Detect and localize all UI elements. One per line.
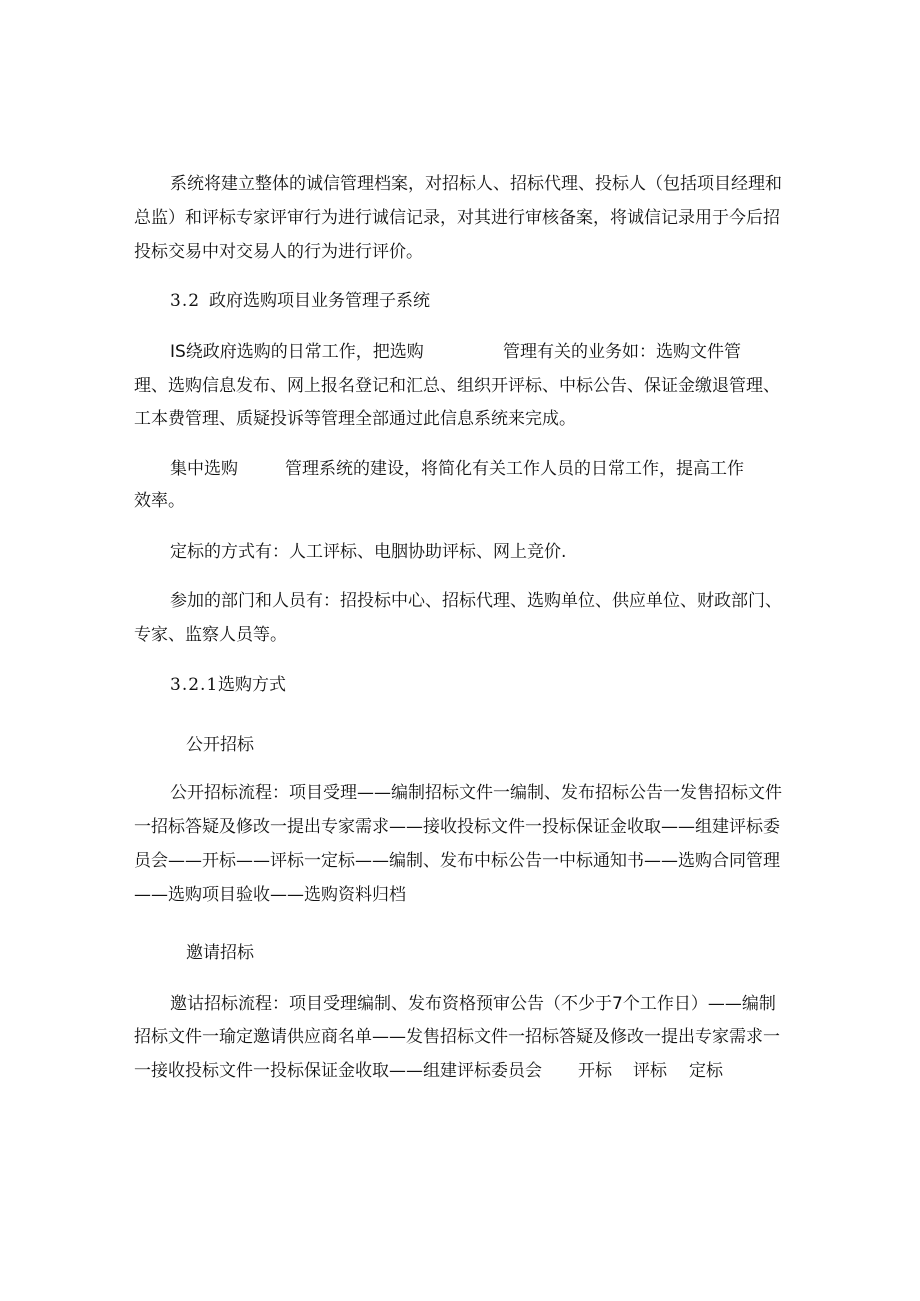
open-flow-line-3: 员会——开标——评标一定标——编制、发布中标公告一中标通知书——选购合同管理 [134, 851, 780, 871]
central-line-1a: 集中选购 [170, 459, 238, 479]
credit-line-1: 系统将建立整体的诚信管理档案，对招标人、招标代理、投标人（包括项目经理和 [170, 174, 782, 194]
invite-tail-open: 开标 [578, 1061, 612, 1081]
open-tender-heading: 公开招标 [186, 735, 254, 755]
participants-line-1: 参加的部门和人员有：招投标中心、招标代理、选购单位、供应单位、财政部门、 [170, 591, 782, 611]
invite-tender-heading: 邀请招标 [186, 943, 254, 963]
invite-tail-evaluate: 评标 [633, 1061, 667, 1081]
participants-line-2: 专家、监察人员等。 [134, 625, 287, 645]
intro-line-1b: 管理有关的业务如：选购文件管 [503, 342, 741, 362]
central-line-2: 效率。 [134, 491, 185, 511]
credit-line-3: 投标交易中对交易人的行为进行评价。 [134, 242, 423, 262]
credit-line-2: 总监）和评标专家评审行为进行诚信记录，对其进行审核备案，将诚信记录用于今后招 [134, 208, 780, 228]
intro-line-1a: IS绕政府选购的日常工作，把选购 [170, 342, 424, 362]
section-3-2-number: 3.2 [170, 291, 201, 311]
invite-flow-line-1: 邀诂招标流程：项目受理编制、发布资格预审公告（不少于7个工作日）——编制 [170, 994, 776, 1014]
open-flow-line-1: 公开招标流程：项目受理——编制招标文件一编制、发布招标公告一发售招标文件 [170, 783, 782, 803]
section-3-2-title: 政府选购项目业务管理子系统 [209, 291, 430, 311]
section-3-2-1-title: 选购方式 [218, 675, 286, 695]
open-flow-line-4: ——选购项目验收——选购资料归档 [134, 885, 406, 905]
open-flow-line-2: 一招标答疑及修改一提出专家需求——接收投标文件一投标保证金收取——组建评标委 [134, 817, 780, 837]
invite-tail-award: 定标 [689, 1061, 723, 1081]
methods-paragraph: 定标的方式有：人工评标、电胭协助评标、网上竞价. [170, 542, 567, 562]
intro-line-3: 工本费管理、质疑投诉等管理全部通过此信息系统来完成。 [134, 409, 576, 429]
central-line-1b: 管理系统的建设，将简化有关工作人员的日常工作，提高工作 [285, 459, 744, 479]
invite-flow-line-2: 招标文件一瑜定邀请供应商名单——发售招标文件一招标答疑及修改一提出专家需求一 [134, 1027, 780, 1047]
section-3-2-1-number: 3.2.1 [170, 675, 219, 695]
intro-line-2: 理、选购信息发布、网上报名登记和汇总、组织开评标、中标公告、保证金缴退管理、 [134, 376, 780, 396]
invite-flow-line-3: 一接收投标文件一投标保证金收取——组建评标委员会 [134, 1061, 542, 1081]
